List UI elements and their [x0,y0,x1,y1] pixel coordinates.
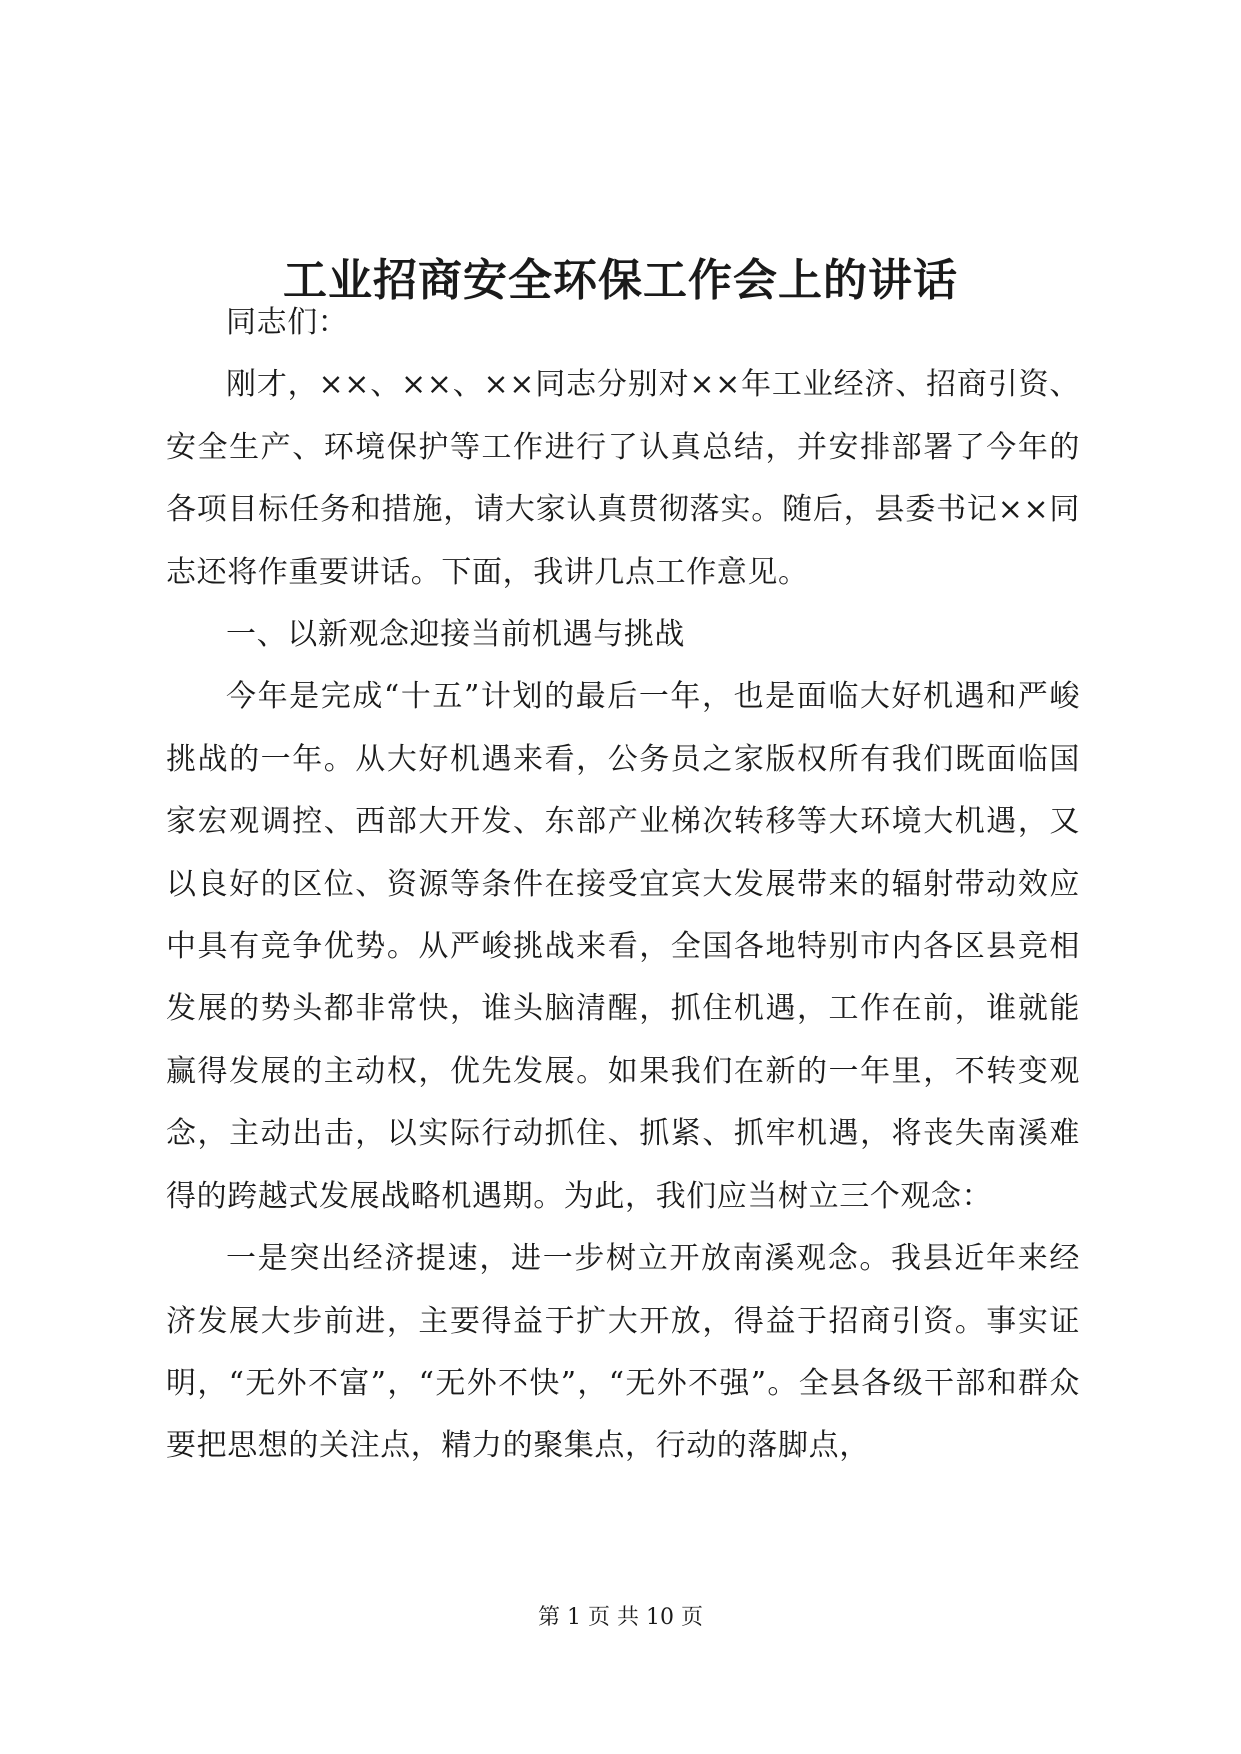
salutation-paragraph: 同志们： [226,305,349,340]
body-paragraph: 刚才，××、××、××同志分别对××年工业经济、招商引资、安全生产、环境保护等工作进行了认真总结，并安排部署了今年的各项目标任务和措施，请大家认真贯彻落实。随后，县委书记××同志还将作重要讲话。下面，我讲几点工作意见。 [166,367,1080,590]
body-paragraph: 今年是完成“十五”计划的最后一年，也是面临大好机遇和严峻挑战的一年。从大好机遇来看，公务员之家版权所有我们既面临国家宏观调控、西部大开发、东部产业梯次转移等大环境大机遇，又以良好的区位、资源等条件在接受宜宾大发展带来的辐射带动效应中具有竞争优势。从严峻挑战来看，全国各地特别市内各区县竞相发展的势头都非常快，谁头脑清醒，抓住机遇，工作在前，谁就能赢得发展的主动权，优先发展。如果我们在新的一年里，不转变观念，主动出击，以实际行动抓住、抓紧、抓牢机遇，将丧失南溪难得的跨越式发展战略机遇期。为此，我们应当树立三个观念： [166,679,1080,1214]
body-paragraph: 一是突出经济提速，进一步树立开放南溪观念。我县近年来经济发展大步前进，主要得益于扩大开放，得益于招商引资。事实证明，“无外不富”，“无外不快”，“无外不强”。全县各级干部和群众要把思想的关注点，精力的聚集点，行动的落脚点， [166,1241,1080,1464]
document-title: 工业招商安全环保工作会上的讲话 [283,255,958,307]
document-body [166,292,1080,1478]
section-heading: 一、以新观念迎接当前机遇与挑战 [226,617,685,653]
page-footer: 第 1 页 共 10 页 [538,1605,703,1630]
